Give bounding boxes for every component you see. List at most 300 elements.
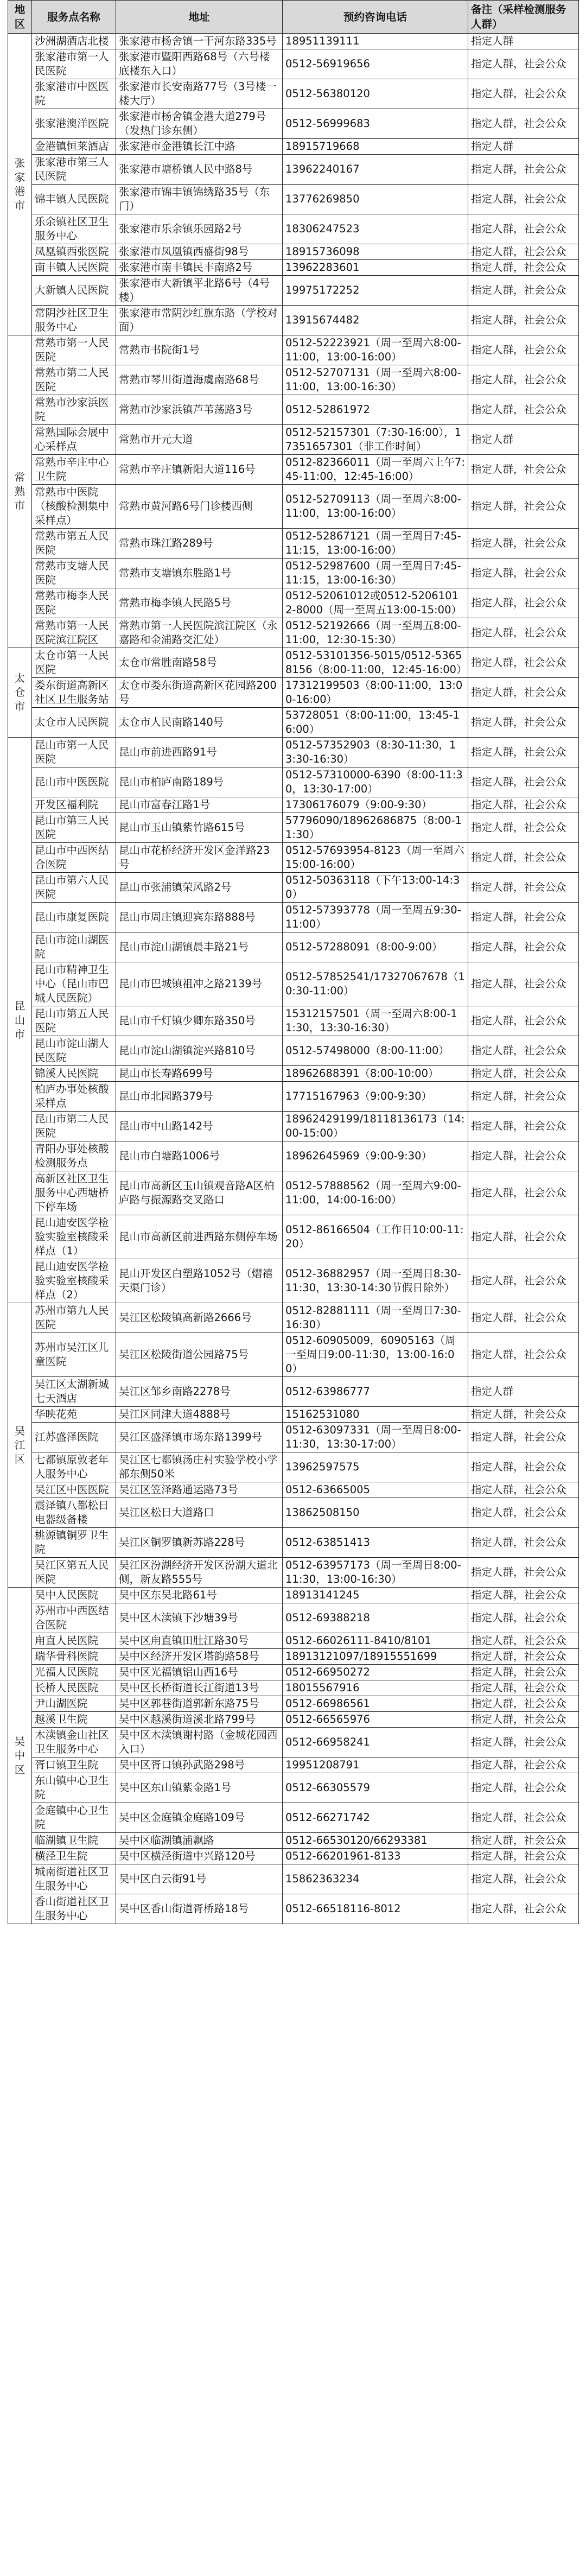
table-row: [8, 1728, 579, 1757]
table-row: [8, 1833, 579, 1849]
phone-cell: 0512-52987600（周一至周日7:45-11:15，13:00-16:30）: [283, 559, 468, 588]
site-name-cell: 江苏盛泽医院: [32, 1423, 116, 1452]
phone-cell: 17312199503（8:00-11:00，13:00-16:00）: [283, 678, 468, 708]
address-cell: 吴中区胥口镇孙武路298号: [116, 1757, 283, 1773]
address-cell: 吴江区邹乡南路2278号: [116, 1377, 283, 1407]
note-cell: 指定人群，社会公众: [468, 1482, 579, 1498]
note-cell: 指定人群，社会公众: [468, 1171, 579, 1215]
phone-cell: 18962429199/18118136173（14:00-15:00）: [283, 1112, 468, 1141]
district-cell: 吴江区: [8, 1303, 32, 1588]
address-cell: 吴江区盛泽镇市场东路1399号: [116, 1423, 283, 1452]
address-cell: 吴江区七都镇汤庄村实验学校小学部东侧50米: [116, 1452, 283, 1482]
phone-cell: 18306247523: [283, 214, 468, 244]
address-cell: 张家港市凤凰镇西盛街98号: [116, 244, 283, 260]
phone-cell: 18913121097/18915551699: [283, 1649, 468, 1665]
address-cell: 吴中区东山镇紫金路1号: [116, 1773, 283, 1803]
address-cell: 太仓市娄东街道高新区花园路200号: [116, 678, 283, 708]
note-cell: 指定人群，社会公众: [468, 155, 579, 185]
note-cell: 指定人群，社会公众: [468, 214, 579, 244]
phone-cell: 18962688391（8:00-10:00）: [283, 1066, 468, 1082]
table-row: [8, 1377, 579, 1407]
header-district: 地区: [8, 1, 32, 34]
site-name-cell: 震泽镇八都松日电器级备楼: [32, 1498, 116, 1528]
note-cell: 指定人群，社会公众: [468, 1649, 579, 1665]
header-address: 地址: [116, 1, 283, 34]
note-cell: 指定人群，社会公众: [468, 1833, 579, 1849]
note-cell: 指定人群，社会公众: [468, 276, 579, 306]
site-name-cell: 木渎镇金山社区卫生服务中心: [32, 1728, 116, 1757]
address-cell: 太仓市常胜南路58号: [116, 648, 283, 678]
note-cell: 指定人群，社会公众: [468, 109, 579, 139]
address-cell: 张家港市大新镇平北路6号（4号楼）: [116, 276, 283, 306]
phone-cell: 13962597575: [283, 1452, 468, 1482]
site-name-cell: 吴江区中医医院: [32, 1482, 116, 1498]
address-cell: 吴中区木渎镇谢村路（金城花园西入口）: [116, 1728, 283, 1757]
site-name-cell: 长桥人民医院: [32, 1680, 116, 1696]
table-row: [8, 1864, 579, 1894]
table-row: [8, 1333, 579, 1377]
note-cell: 指定人群，社会公众: [468, 485, 579, 529]
note-cell: 指定人群，社会公众: [468, 1036, 579, 1066]
table-row: [8, 1452, 579, 1482]
test-site-sheet: [8, 0, 578, 1924]
note-cell: 指定人群，社会公众: [468, 618, 579, 648]
site-name-cell: 锦溪人民医院: [32, 1066, 116, 1082]
table-row: [8, 1588, 579, 1603]
note-cell: 指定人群，社会公众: [468, 708, 579, 738]
phone-cell: 18962645969（9:00-9:30）: [283, 1141, 468, 1171]
phone-cell: 18951139111: [283, 34, 468, 49]
address-cell: 吴中区经济开发区塔韵路58号: [116, 1649, 283, 1665]
phone-cell: 0512-82366011（周一至周六上午7:45-11:00，12:45-16:00）: [283, 455, 468, 485]
phone-cell: 0512-66950272: [283, 1665, 468, 1680]
phone-cell: 0512-66530120/66293381: [283, 1833, 468, 1849]
note-cell: 指定人群，社会公众: [468, 1633, 579, 1649]
table-row: [8, 1082, 579, 1112]
site-name-cell: 昆山市中西医结合医院: [32, 843, 116, 873]
note-cell: 指定人群，社会公众: [468, 1006, 579, 1036]
phone-cell: 0512-56380120: [283, 79, 468, 109]
table-row: [8, 1849, 579, 1864]
table-row: [8, 1498, 579, 1528]
header-site-name: 服务点名称: [32, 1, 116, 34]
address-cell: 张家港市杨舍镇金港大道279号（发热门诊东侧）: [116, 109, 283, 139]
site-name-cell: 昆山市淀山湖人民医院: [32, 1036, 116, 1066]
address-cell: 常熟市第一人民医院滨江院区（永嘉路和金浦路交汇处）: [116, 618, 283, 648]
table-row: [8, 1803, 579, 1833]
address-cell: 吴中区临湖镇浦飘路: [116, 1833, 283, 1849]
note-cell: 指定人群，社会公众: [468, 1112, 579, 1141]
phone-cell: 13862508150: [283, 1498, 468, 1528]
note-cell: 指定人群，社会公众: [468, 1303, 579, 1333]
phone-cell: 13962283601: [283, 260, 468, 276]
note-cell: 指定人群，社会公众: [468, 395, 579, 425]
site-name-cell: 昆山市淀山湖医院: [32, 932, 116, 962]
note-cell: 指定人群，社会公众: [468, 1894, 579, 1924]
site-name-cell: 甪直人民医院: [32, 1633, 116, 1649]
address-cell: 常熟市琴川街道海虞南路68号: [116, 365, 283, 395]
note-cell: 指定人群，社会公众: [468, 529, 579, 559]
phone-cell: 0512-86166504（工作日10:00-11:20）: [283, 1215, 468, 1259]
table-row: [8, 155, 579, 185]
phone-cell: 18913141245: [283, 1588, 468, 1603]
phone-cell: 0512-52709113（周一至周六8:00-11:00，13:00-16:00）: [283, 485, 468, 529]
table-row: [8, 1482, 579, 1498]
table-row: [8, 1633, 579, 1649]
site-name-cell: 吴中人民医院: [32, 1588, 116, 1603]
table-row: [8, 618, 579, 648]
site-name-cell: 锦丰镇人民医院: [32, 185, 116, 214]
address-cell: 昆山市玉山镇紫竹路615号: [116, 813, 283, 843]
phone-cell: 0512-63665005: [283, 1482, 468, 1498]
note-cell: 指定人群，社会公众: [468, 1558, 579, 1588]
header-note: 备注（采样检测服务人群）: [468, 1, 579, 34]
address-cell: 常熟市梅李镇人民路5号: [116, 588, 283, 618]
table-row: [8, 813, 579, 843]
address-cell: 吴江区同津大道4888号: [116, 1407, 283, 1423]
site-name-cell: 临湖镇卫生院: [32, 1833, 116, 1849]
table-row: [8, 109, 579, 139]
address-cell: 吴中区甪直镇田肚江路30号: [116, 1633, 283, 1649]
phone-cell: 0512-52061012或0512-52061012-8000（周一至周五13:00-15:00）: [283, 588, 468, 618]
site-name-cell: 柏庐办事处核酸采样点: [32, 1082, 116, 1112]
address-cell: 吴江区汾湖经济开发区汾湖大道北侧，新友路555号: [116, 1558, 283, 1588]
site-name-cell: 开发区福利院: [32, 797, 116, 813]
phone-cell: 0512-56999683: [283, 109, 468, 139]
table-row: [8, 1066, 579, 1082]
phone-cell: 0512-57852541/17327067678（10:30-11:00）: [283, 962, 468, 1006]
test-site-table: [8, 0, 579, 1924]
site-name-cell: 光福人民医院: [32, 1665, 116, 1680]
site-name-cell: 吴江区第五人民医院: [32, 1558, 116, 1588]
header-phone: 预约咨询电话: [283, 1, 468, 34]
note-cell: 指定人群，社会公众: [468, 244, 579, 260]
note-cell: 指定人群，社会公众: [468, 1066, 579, 1082]
address-cell: 昆山市淀山湖镇淀兴路810号: [116, 1036, 283, 1066]
table-row: [8, 1303, 579, 1333]
site-name-cell: 胥口镇卫生院: [32, 1757, 116, 1773]
table-row: [8, 1259, 579, 1303]
site-name-cell: 大新镇人民医院: [32, 276, 116, 306]
note-cell: 指定人群，社会公众: [468, 1773, 579, 1803]
phone-cell: 0512-66958241: [283, 1728, 468, 1757]
phone-cell: 0512-52867121（周一至周日7:45-11:15，13:00-16:00）: [283, 529, 468, 559]
table-row: [8, 1215, 579, 1259]
site-name-cell: 瑞华骨科医院: [32, 1649, 116, 1665]
phone-cell: 18915736098: [283, 244, 468, 260]
table-row: [8, 260, 579, 276]
table-row: [8, 244, 579, 260]
address-cell: 吴江区笠泽路通运路73号: [116, 1482, 283, 1498]
phone-cell: 0512-60905009，60905163（周一至周日9:00-11:30，13:00-16:00）: [283, 1333, 468, 1377]
table-row: [8, 455, 579, 485]
address-cell: 吴江区松陵镇高新路2666号: [116, 1303, 283, 1333]
table-row: [8, 1665, 579, 1680]
site-name-cell: 张家港市中医医院: [32, 79, 116, 109]
note-cell: 指定人群，社会公众: [468, 365, 579, 395]
table-row: [8, 1423, 579, 1452]
note-cell: 指定人群，社会公众: [468, 335, 579, 365]
district-cell: 吴中区: [8, 1588, 32, 1924]
site-name-cell: 昆山市第二人民医院: [32, 1112, 116, 1141]
site-name-cell: 昆山市第一人民医院: [32, 738, 116, 767]
table-row: [8, 49, 579, 79]
phone-cell: 0512-66518116-8012: [283, 1894, 468, 1924]
phone-cell: 0512-52707131（周一至周六8:00-11:00，13:00-16:30）: [283, 365, 468, 395]
site-name-cell: 金港镇恒莱酒店: [32, 139, 116, 155]
phone-cell: 0512-63851413: [283, 1528, 468, 1558]
site-name-cell: 苏州市中西医结合医院: [32, 1603, 116, 1633]
note-cell: 指定人群，社会公众: [468, 1528, 579, 1558]
phone-cell: 19975172252: [283, 276, 468, 306]
phone-cell: 0512-52192666（周一至周五8:00-11:00，12:30-15:30）: [283, 618, 468, 648]
table-row: [8, 873, 579, 903]
table-row: [8, 306, 579, 335]
table-row: [8, 843, 579, 873]
address-cell: 常熟市辛庄镇新阳大道116号: [116, 455, 283, 485]
phone-cell: 0512-57498000（8:00-11:00）: [283, 1036, 468, 1066]
address-cell: 张家港市长安南路77号（3号楼一楼大厅）: [116, 79, 283, 109]
table-row: [8, 365, 579, 395]
phone-cell: 0512-66986561: [283, 1696, 468, 1712]
site-name-cell: 常熟市第二人民医院: [32, 365, 116, 395]
site-name-cell: 常熟市支塘人民医院: [32, 559, 116, 588]
address-cell: 昆山市周庄镇迎宾东路888号: [116, 903, 283, 932]
site-name-cell: 常熟市沙家浜医院: [32, 395, 116, 425]
site-name-cell: 常阴沙社区卫生服务中心: [32, 306, 116, 335]
address-cell: 昆山市北园路379号: [116, 1082, 283, 1112]
table-row: [8, 962, 579, 1006]
address-cell: 吴江区铜罗镇新苏路228号: [116, 1528, 283, 1558]
phone-cell: 0512-52861972: [283, 395, 468, 425]
phone-cell: 13776269850: [283, 185, 468, 214]
phone-cell: 0512-57310000-6390（8:00-11:30，13:30-17:00）: [283, 767, 468, 797]
phone-cell: 0512-52223921（周一至周六8:00-11:00，13:00-16:00）: [283, 335, 468, 365]
phone-cell: 0512-63986777: [283, 1377, 468, 1407]
address-cell: 昆山市高新区玉山镇观音路A区柏庐路与振源路交叉路口: [116, 1171, 283, 1215]
site-name-cell: 昆山市中医医院: [32, 767, 116, 797]
address-cell: 吴中区木渎镇下沙塘39号: [116, 1603, 283, 1633]
phone-cell: 0512-57352903（8:30-11:30，13:30-16:30）: [283, 738, 468, 767]
address-cell: 昆山开发区白塑路1052号（熠禧天渠门诊）: [116, 1259, 283, 1303]
site-name-cell: 昆山市第六人民医院: [32, 873, 116, 903]
site-name-cell: 凤凰镇西张医院: [32, 244, 116, 260]
site-name-cell: 尹山湖医院: [32, 1696, 116, 1712]
site-name-cell: 沙洲湖酒店北楼: [32, 34, 116, 49]
table-row: [8, 1528, 579, 1558]
address-cell: 吴中区白云街91号: [116, 1864, 283, 1894]
site-name-cell: 常熟市梅李人民医院: [32, 588, 116, 618]
address-cell: 张家港市常阴沙红旗东路（学校对面）: [116, 306, 283, 335]
site-name-cell: 横泾卫生院: [32, 1849, 116, 1864]
note-cell: 指定人群: [468, 139, 579, 155]
note-cell: 指定人群，社会公众: [468, 813, 579, 843]
address-cell: 昆山市柏庐南路189号: [116, 767, 283, 797]
note-cell: 指定人群，社会公众: [468, 1215, 579, 1259]
phone-cell: 0512-57888562（周一至周六9:00-11:00，14:00-16:00）: [283, 1171, 468, 1215]
note-cell: 指定人群: [468, 34, 579, 49]
phone-cell: 57796090/18962686875（8:00-11:30）: [283, 813, 468, 843]
phone-cell: 18015567916: [283, 1680, 468, 1696]
address-cell: 常熟市黄河路6号门诊楼西侧: [116, 485, 283, 529]
site-name-cell: 常熟市第五人民医院: [32, 529, 116, 559]
site-name-cell: 常熟市辛庄中心卫生院: [32, 455, 116, 485]
note-cell: 指定人群，社会公众: [468, 962, 579, 1006]
district-cell: 常熟市: [8, 335, 32, 648]
address-cell: 常熟市开元大道: [116, 425, 283, 455]
address-cell: 吴中区香山街道胥桥路18号: [116, 1894, 283, 1924]
table-row: [8, 1773, 579, 1803]
phone-cell: 15862363234: [283, 1864, 468, 1894]
site-name-cell: 青阳办事处核酸检测服务点: [32, 1141, 116, 1171]
address-cell: 吴中区东吴北路61号: [116, 1588, 283, 1603]
site-name-cell: 张家港市第三人民医院: [32, 155, 116, 185]
district-cell: 昆山市: [8, 738, 32, 1303]
table-row: [8, 335, 579, 365]
note-cell: 指定人群，社会公众: [468, 1141, 579, 1171]
site-name-cell: 吴江区太湖新城七天酒店: [32, 1377, 116, 1407]
district-cell: 太仓市: [8, 648, 32, 738]
phone-cell: 0512-63957173（周一至周日8:00-11:30，13:00-16:30）: [283, 1558, 468, 1588]
table-row: [8, 648, 579, 678]
note-cell: 指定人群，社会公众: [468, 1407, 579, 1423]
address-cell: 昆山市中山路142号: [116, 1112, 283, 1141]
note-cell: 指定人群，社会公众: [468, 1452, 579, 1482]
address-cell: 昆山市张浦镇荣风路2号: [116, 873, 283, 903]
address-cell: 常熟市沙家浜镇芦苇荡路3号: [116, 395, 283, 425]
table-row: [8, 678, 579, 708]
address-cell: 张家港市杨舍镇一干河东路335号: [116, 34, 283, 49]
address-cell: 吴中区长桥街道长江街道13号: [116, 1680, 283, 1696]
note-cell: 指定人群，社会公众: [468, 903, 579, 932]
table-row: [8, 1680, 579, 1696]
address-cell: 张家港市锦丰镇锦绣路35号（东门）: [116, 185, 283, 214]
site-name-cell: 昆山市康复医院: [32, 903, 116, 932]
site-name-cell: 昆山市精神卫生中心（昆山市巴城人民医院）: [32, 962, 116, 1006]
note-cell: 指定人群，社会公众: [468, 1712, 579, 1728]
table-row: [8, 1649, 579, 1665]
table-row: [8, 214, 579, 244]
site-name-cell: 城南街道社区卫生服务中心: [32, 1864, 116, 1894]
table-row: [8, 797, 579, 813]
note-cell: 指定人群，社会公众: [468, 306, 579, 335]
address-cell: 昆山市淀山湖镇晨丰路21号: [116, 932, 283, 962]
table-row: [8, 1171, 579, 1215]
site-name-cell: 娄东街道高新区社区卫生服务站: [32, 678, 116, 708]
note-cell: 指定人群，社会公众: [468, 648, 579, 678]
phone-cell: 17306176079（9:00-9:30）: [283, 797, 468, 813]
table-row: [8, 34, 579, 49]
site-name-cell: 常熟市中医院（核酸检测集中采样点）: [32, 485, 116, 529]
note-cell: 指定人群，社会公众: [468, 79, 579, 109]
table-row: [8, 1757, 579, 1773]
phone-cell: 0512-63097331（周一至周日8:00-11:30，13:30-17:00）: [283, 1423, 468, 1452]
address-cell: 张家港市塘桥镇人民中路8号: [116, 155, 283, 185]
site-name-cell: 昆山市第五人民医院: [32, 1006, 116, 1036]
site-name-cell: 乐余镇社区卫生服务中心: [32, 214, 116, 244]
address-cell: 张家港市金港镇长江中路: [116, 139, 283, 155]
phone-cell: 0512-57693954-8123（周一至周六15:00-16:00）: [283, 843, 468, 873]
note-cell: 指定人群，社会公众: [468, 1082, 579, 1112]
address-cell: 常熟市书院街1号: [116, 335, 283, 365]
address-cell: 吴江区松日大道路口: [116, 1498, 283, 1528]
table-row: [8, 1407, 579, 1423]
address-cell: 吴中区横泾街道中兴路120号: [116, 1849, 283, 1864]
table-row: [8, 395, 579, 425]
site-name-cell: 越溪卫生院: [32, 1712, 116, 1728]
table-row: [8, 529, 579, 559]
site-name-cell: 昆山迪安医学检验实验室核酸采样点（2）: [32, 1259, 116, 1303]
phone-cell: 0512-56919656: [283, 49, 468, 79]
phone-cell: 0512-66305579: [283, 1773, 468, 1803]
address-cell: 昆山市高新区前进西路东侧停车场: [116, 1215, 283, 1259]
site-name-cell: 香山街道社区卫生服务中心: [32, 1894, 116, 1924]
phone-cell: 0512-52157301（7:30-16:00），17351657301（非工作时间）: [283, 425, 468, 455]
site-name-cell: 常熟市第一人民医院: [32, 335, 116, 365]
site-name-cell: 昆山迪安医学检验实验室核酸采样点（1）: [32, 1215, 116, 1259]
site-name-cell: 桃源镇铜罗卫生院: [32, 1528, 116, 1558]
note-cell: 指定人群: [468, 425, 579, 455]
phone-cell: 0512-53101356-5015/0512-53658156（8:00-11:00，12:45-16:00）: [283, 648, 468, 678]
table-row: [8, 1894, 579, 1924]
phone-cell: 15312157501（周一至周六8:00-11:30，13:30-16:30）: [283, 1006, 468, 1036]
table-row: [8, 1712, 579, 1728]
table-row: [8, 425, 579, 455]
note-cell: 指定人群，社会公众: [468, 1498, 579, 1528]
phone-cell: 0512-66565976: [283, 1712, 468, 1728]
note-cell: 指定人群，社会公众: [468, 1588, 579, 1603]
table-row: [8, 932, 579, 962]
note-cell: 指定人群，社会公众: [468, 767, 579, 797]
site-name-cell: 南丰镇人民医院: [32, 260, 116, 276]
note-cell: 指定人群，社会公众: [468, 559, 579, 588]
note-cell: 指定人群，社会公众: [468, 932, 579, 962]
table-row: [8, 1112, 579, 1141]
table-row: [8, 139, 579, 155]
table-row: [8, 1696, 579, 1712]
address-cell: 昆山市富春江路1号: [116, 797, 283, 813]
phone-cell: 0512-82881111（周一至周日7:30-16:30）: [283, 1303, 468, 1333]
note-cell: 指定人群，社会公众: [468, 260, 579, 276]
phone-cell: 19951208791: [283, 1757, 468, 1773]
note-cell: 指定人群，社会公众: [468, 1728, 579, 1757]
phone-cell: 0512-69388218: [283, 1603, 468, 1633]
note-cell: 指定人群，社会公众: [468, 49, 579, 79]
site-name-cell: 太仓市人民医院: [32, 708, 116, 738]
table-row: [8, 1603, 579, 1633]
site-name-cell: 常熟国际会展中心采样点: [32, 425, 116, 455]
table-row: [8, 559, 579, 588]
table-header-row: [8, 1, 579, 34]
phone-cell: 0512-66026111-8410/8101: [283, 1633, 468, 1649]
site-name-cell: 金庭镇中心卫生院: [32, 1803, 116, 1833]
site-name-cell: 东山镇中心卫生院: [32, 1773, 116, 1803]
note-cell: 指定人群，社会公众: [468, 873, 579, 903]
note-cell: 指定人群: [468, 1377, 579, 1407]
note-cell: 指定人群，社会公众: [468, 185, 579, 214]
phone-cell: 13962240167: [283, 155, 468, 185]
address-cell: 昆山市白塘路1006号: [116, 1141, 283, 1171]
phone-cell: 53728051（8:00-11:00，13:45-16:00）: [283, 708, 468, 738]
phone-cell: 0512-50363118（下午13:00-14:30）: [283, 873, 468, 903]
phone-cell: 18915719668: [283, 139, 468, 155]
note-cell: 指定人群，社会公众: [468, 1333, 579, 1377]
note-cell: 指定人群，社会公众: [468, 1603, 579, 1633]
phone-cell: 13915674482: [283, 306, 468, 335]
note-cell: 指定人群，社会公众: [468, 1849, 579, 1864]
note-cell: 指定人群，社会公众: [468, 1757, 579, 1773]
table-body: [8, 34, 579, 1924]
